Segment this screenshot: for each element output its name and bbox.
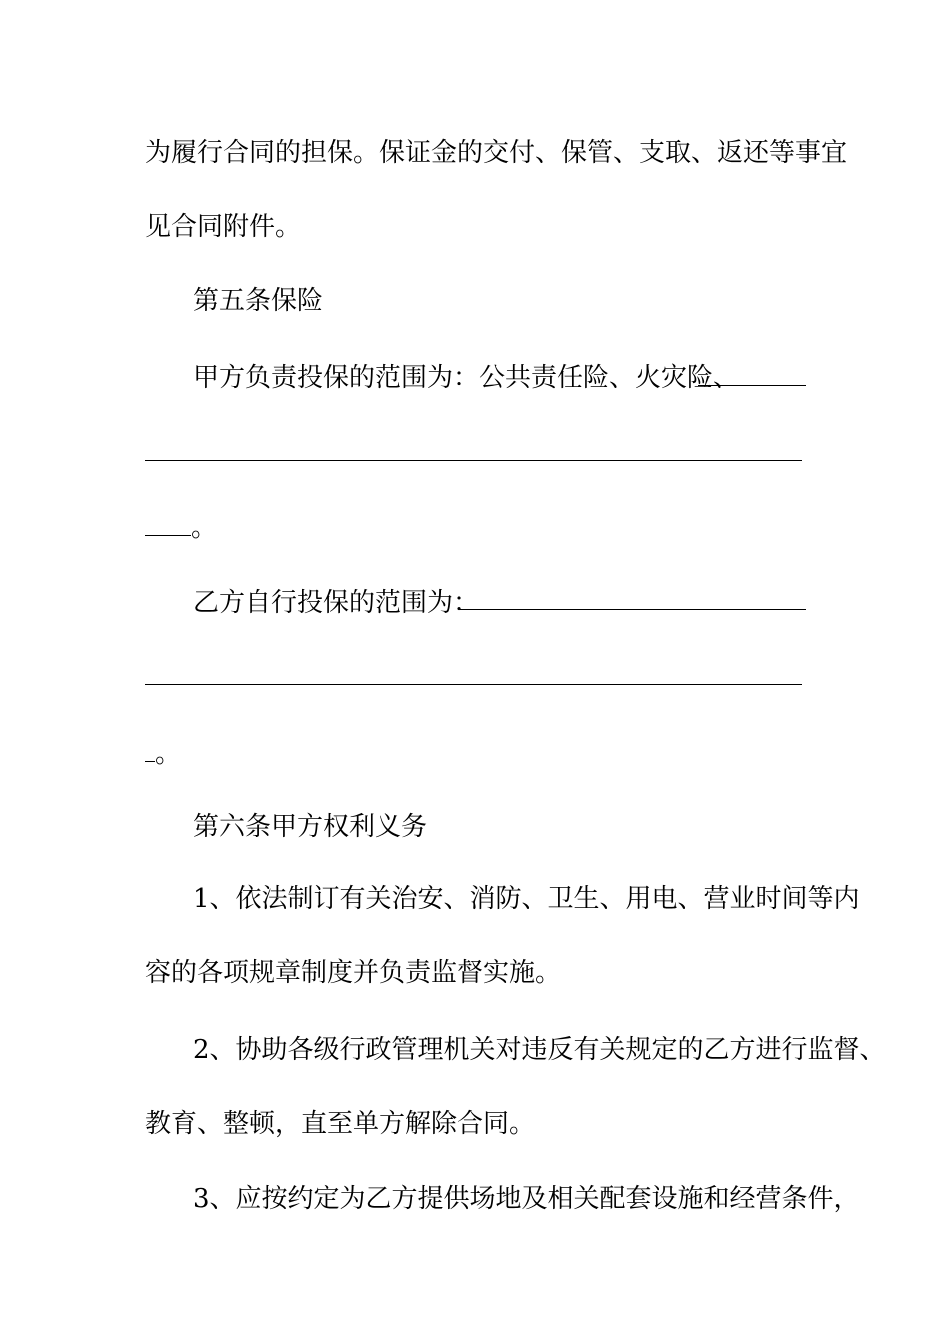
list-item-line: 3、应按约定为乙方提供场地及相关配套设施和经营条件，: [193, 1184, 860, 1214]
party-b-insurance-end: [145, 738, 181, 770]
paragraph-line: 见合同附件。: [145, 212, 302, 242]
article-heading: 第六条甲方权利义务: [193, 812, 428, 842]
fill-in-blank: [145, 460, 802, 461]
party-a-insurance-label: 甲方负责投保的范围为：公共责任险、火灾险、: [193, 363, 740, 393]
fill-in-blank: [145, 684, 802, 685]
list-item-line: 2、协助各级行政管理机关对违反有关规定的乙方进行监督、: [193, 1035, 886, 1065]
fill-in-blank: [460, 609, 806, 610]
end-mark: 。: [155, 739, 182, 769]
paragraph-line: 为履行合同的担保。保证金的交付、保管、支取、返还等事宜: [145, 138, 848, 168]
end-mark: 。: [191, 513, 218, 543]
fill-in-blank: [145, 513, 191, 536]
party-b-insurance-label: 乙方自行投保的范围为：: [193, 588, 480, 618]
list-item-line: 1、依法制订有关治安、消防、卫生、用电、营业时间等内: [193, 884, 860, 914]
party-a-insurance-end: [145, 512, 217, 544]
article-heading: 第五条保险: [193, 286, 324, 316]
list-item-line: 教育、整顿，直至单方解除合同。: [145, 1109, 536, 1139]
list-item-line: 容的各项规章制度并负责监督实施。: [145, 958, 562, 988]
fill-in-blank: [698, 385, 806, 386]
fill-in-blank: [145, 739, 155, 762]
